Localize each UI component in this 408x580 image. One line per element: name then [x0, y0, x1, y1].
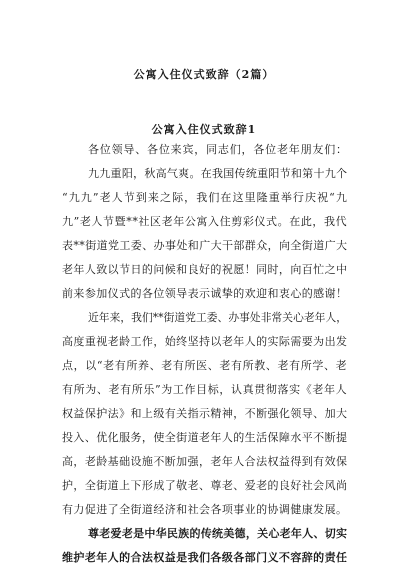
paragraph-line: 九九重阳，秋高气爽。在我国传统重阳节和第十九个	[88, 167, 348, 180]
paragraph-line: 有力促进了全街道经济和社会各项事业的协调健康发展。	[62, 503, 348, 516]
paragraph-line: 权益保护法》和上级有关指示精神，不断强化领导、加大	[62, 407, 348, 420]
paragraph-line: 老年人致以节日的问候和良好的祝愿！同时，向百忙之中	[62, 263, 348, 276]
paragraph-line: 有所为、老有所乐”为工作目标，认真贯彻落实《老年人	[62, 383, 348, 396]
paragraph-line: 近年来，我们**街道党工委、办事处非常关心老年人，	[88, 311, 348, 324]
document-title: 公寓入住仪式致辞（2篇）	[133, 68, 275, 81]
paragraph-line: 高，老龄基础设施不断加强，老年人合法权益得到有效保	[62, 455, 348, 468]
speech-title: 公寓入住仪式致辞1	[151, 123, 257, 136]
bold-paragraph-line: 尊老爱老是中华民族的传统美德，关心老年人、切实	[88, 527, 348, 540]
paragraph-line: 前来参加仪式的各位领导表示诚挚的欢迎和衷心的感谢！	[62, 287, 348, 300]
greeting-line: 各位领导、各位来宾，同志们，各位老年朋友们：	[88, 143, 348, 156]
paragraph-line: 投入、优化服务，使全街道老年人的生活保障水平不断提	[62, 431, 348, 444]
paragraph-line: 护，全街道上下形成了敬老、尊老、爱老的良好社会风尚	[62, 479, 348, 492]
paragraph-line: 高度重视老龄工作，始终坚持以老年人的实际需要为出发	[62, 335, 348, 348]
paragraph-line: “九九”老人节到来之际，我们在这里隆重举行庆祝“九	[62, 191, 348, 204]
paragraph-line: 九”老人节暨**社区老年公寓入住剪彩仪式。在此，我代	[62, 215, 348, 228]
paragraph-line: 点，以“老有所养、老有所医、老有所教、老有所学、老	[62, 359, 348, 372]
bold-paragraph-line: 维护老年人的合法权益是我们各级各部门义不容辞的责任	[62, 551, 348, 564]
paragraph-line: 表**街道党工委、办事处和广大干部群众，向全街道广大	[62, 239, 348, 252]
